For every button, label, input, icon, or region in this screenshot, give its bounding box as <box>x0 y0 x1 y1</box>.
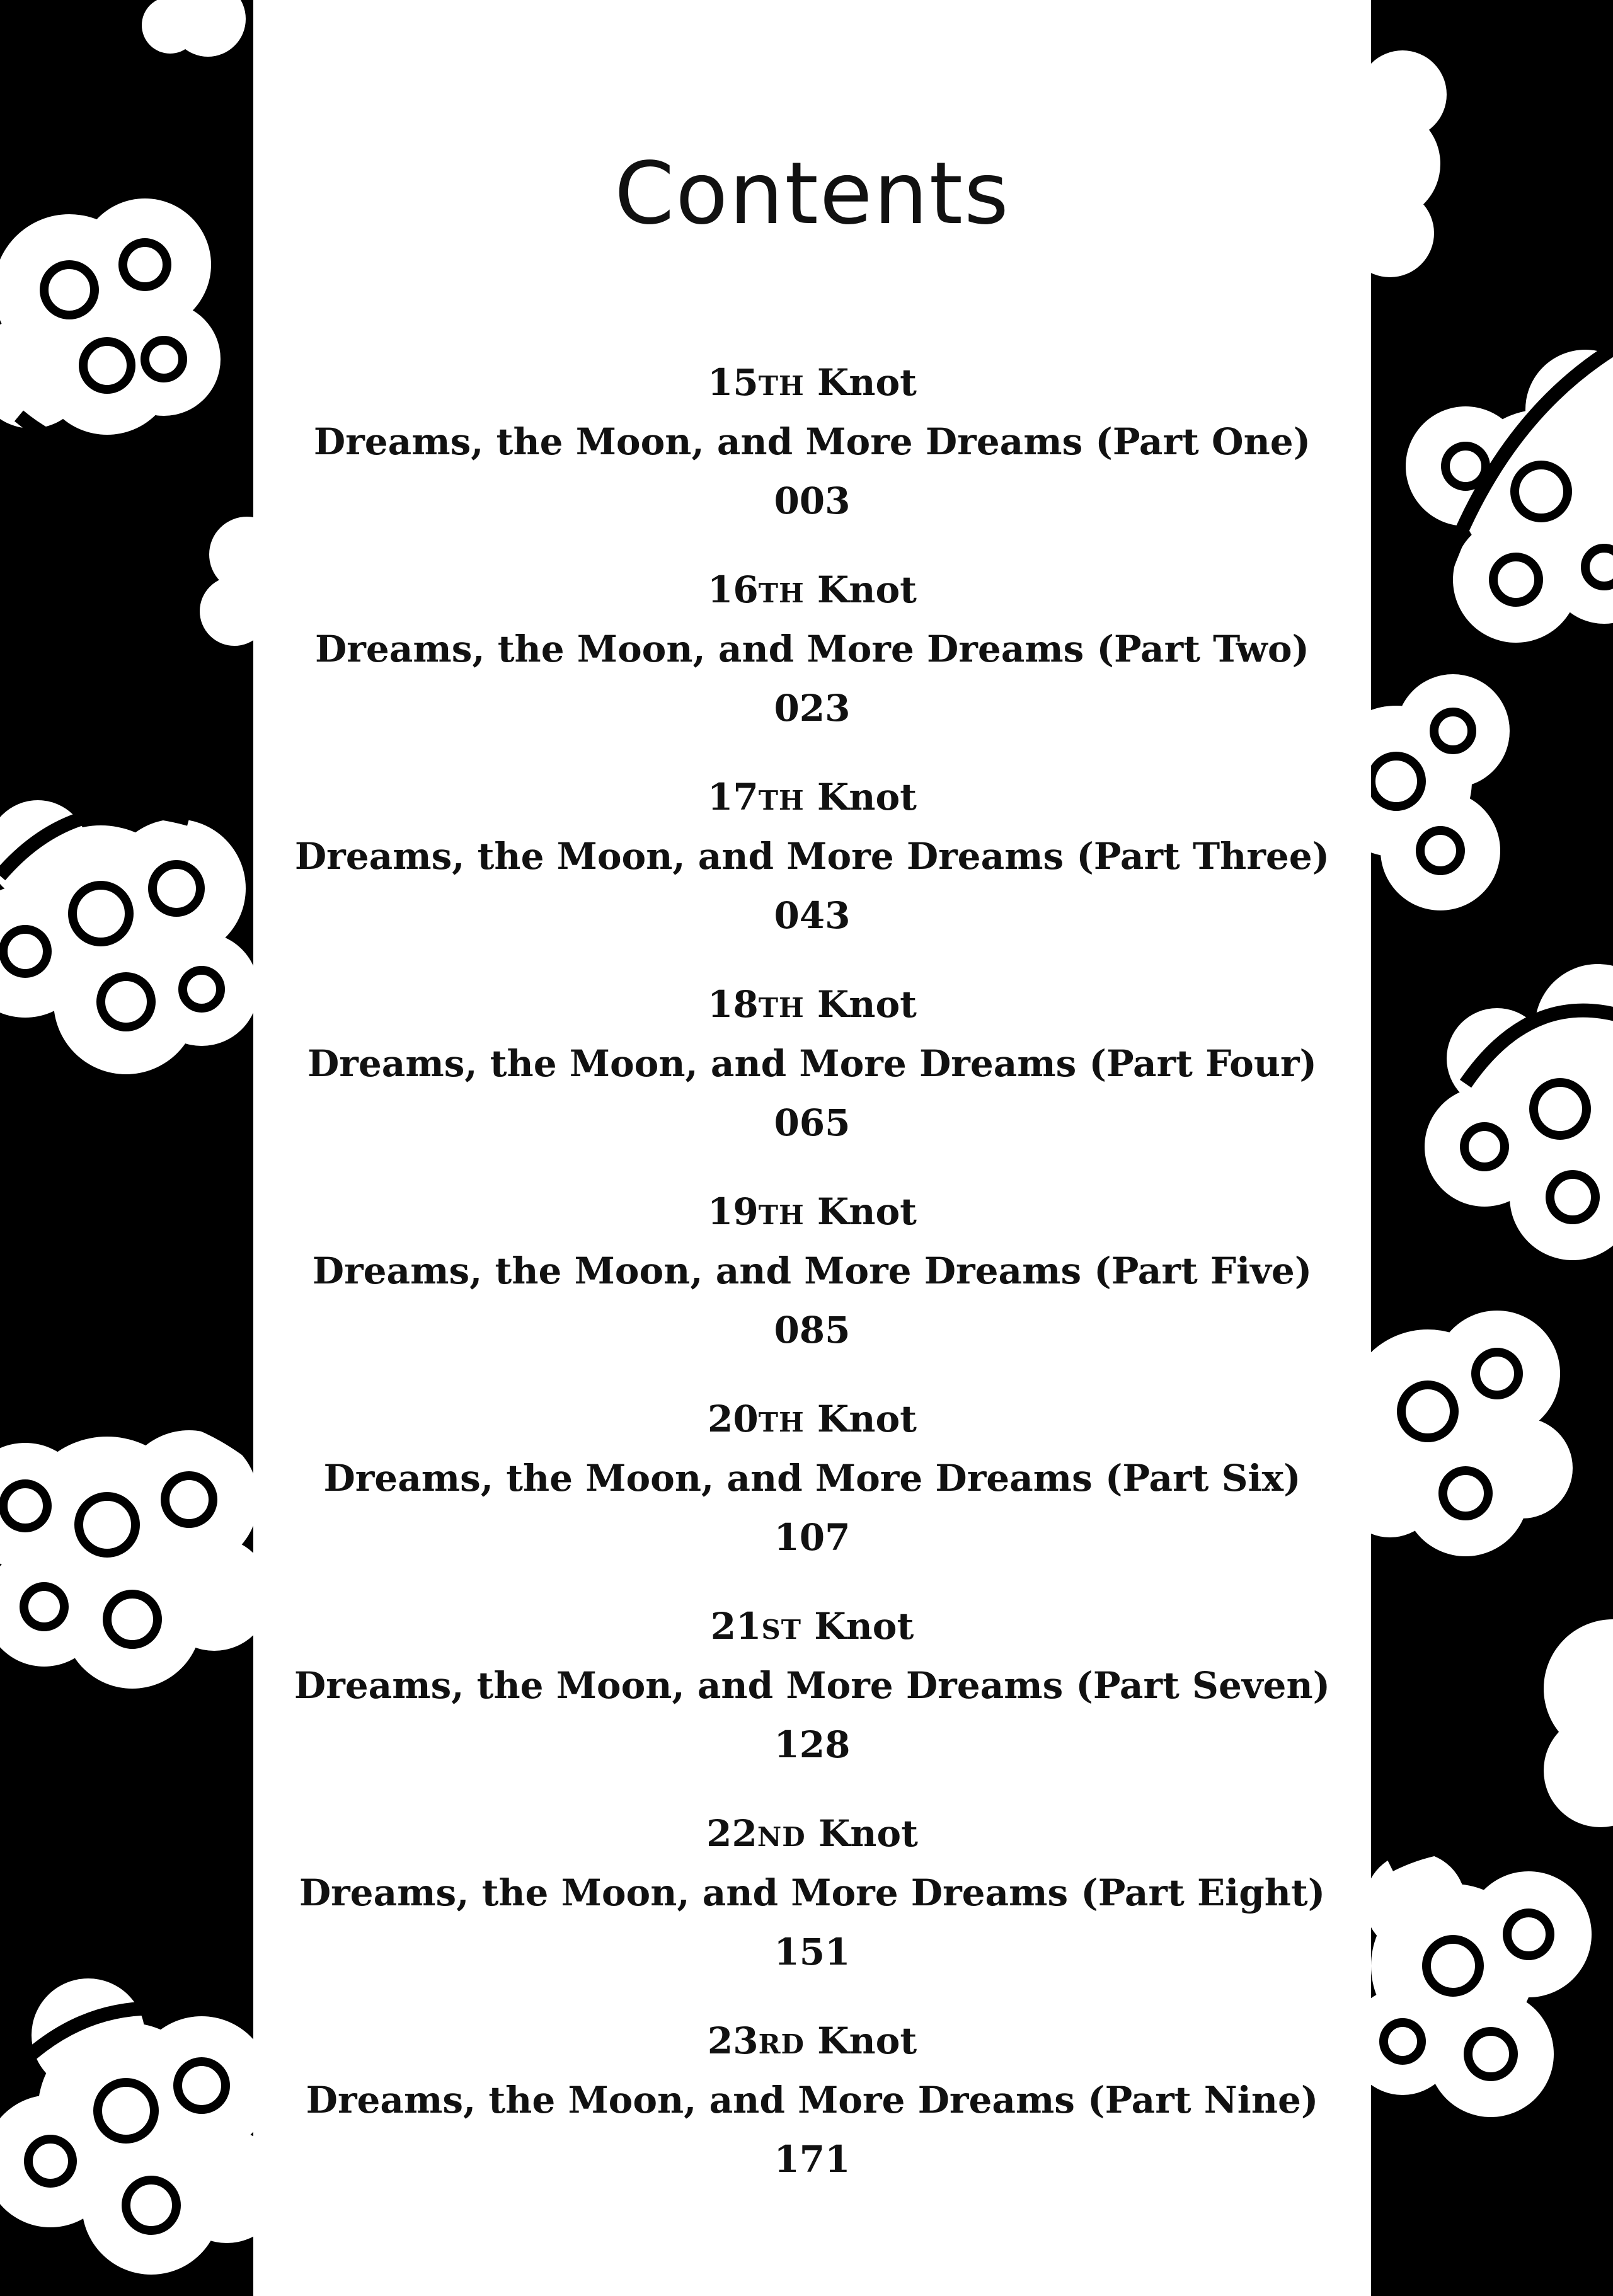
page-number: 003 <box>774 479 851 522</box>
chapter-ordinal: 18 <box>708 983 759 1026</box>
chapter-number <box>253 1804 1371 1863</box>
toc-entry <box>253 767 1371 975</box>
chapter-number <box>253 1182 1371 1241</box>
chapter-number <box>253 1389 1371 1449</box>
toc-entry <box>253 1804 1371 2011</box>
chapter-number <box>253 353 1371 412</box>
chapter-knot-label: Knot <box>817 983 917 1026</box>
chapter-ordinal: 17 <box>708 776 759 818</box>
chapter-ordinal: 23 <box>707 2019 759 2062</box>
page-number: 043 <box>774 894 851 937</box>
left-cloud-pattern-border <box>0 0 253 2296</box>
chapter-knot-label: Knot <box>817 1398 917 1440</box>
chapter-title: Dreams, the Moon, and More Dreams (Part Nine) <box>306 2079 1319 2121</box>
chapter-number <box>253 767 1371 827</box>
page-number: 065 <box>774 1101 851 1144</box>
chapter-knot-label: Knot <box>818 1812 918 1855</box>
chapter-knot-label: Knot <box>814 1605 914 1648</box>
page-number: 128 <box>774 1723 851 1766</box>
chapter-ordinal-suffix: ST <box>761 1614 802 1645</box>
cloud-pattern-icon <box>0 0 253 2296</box>
chapter-title: Dreams, the Moon, and More Dreams (Part Eight) <box>299 1871 1326 1914</box>
chapter-ordinal: 15 <box>708 361 759 404</box>
chapter-knot-label: Knot <box>817 361 917 404</box>
toc-entry <box>253 1389 1371 1597</box>
contents-panel <box>253 0 1371 2296</box>
toc-entry <box>253 1597 1371 1804</box>
cloud-pattern-icon <box>1371 0 1613 2296</box>
chapter-title: Dreams, the Moon, and More Dreams (Part Seven) <box>294 1664 1331 1707</box>
chapter-knot-label: Knot <box>817 2019 917 2062</box>
chapter-knot-label: Knot <box>817 1190 917 1233</box>
chapter-ordinal: 16 <box>708 568 759 611</box>
chapter-number <box>253 1597 1371 1656</box>
toc-entry <box>253 353 1371 560</box>
chapter-ordinal-suffix: TH <box>758 370 805 401</box>
toc-entry <box>253 1182 1371 1389</box>
chapter-ordinal-suffix: RD <box>758 2029 805 2060</box>
chapter-ordinal-suffix: TH <box>758 785 805 816</box>
chapter-ordinal-suffix: TH <box>758 992 805 1023</box>
page-title: Contents <box>614 144 1010 244</box>
table-of-contents <box>253 353 1371 2219</box>
chapter-title: Dreams, the Moon, and More Dreams (Part Five) <box>312 1249 1312 1292</box>
chapter-number <box>253 2011 1371 2070</box>
chapter-ordinal: 19 <box>708 1190 759 1233</box>
toc-entry <box>253 2011 1371 2219</box>
page-number: 023 <box>774 687 851 730</box>
chapter-title: Dreams, the Moon, and More Dreams (Part Four) <box>307 1042 1317 1085</box>
page-number: 107 <box>774 1516 851 1559</box>
chapter-title: Dreams, the Moon, and More Dreams (Part Six) <box>323 1457 1301 1500</box>
chapter-title: Dreams, the Moon, and More Dreams (Part Three) <box>294 835 1330 878</box>
page-number: 171 <box>774 2138 851 2181</box>
chapter-ordinal-suffix: TH <box>758 1200 805 1231</box>
chapter-ordinal: 20 <box>708 1398 759 1440</box>
right-cloud-pattern-border <box>1371 0 1613 2296</box>
chapter-number <box>253 975 1371 1034</box>
chapter-ordinal: 21 <box>710 1605 762 1648</box>
page-number: 151 <box>774 1931 851 1973</box>
page-number: 085 <box>774 1309 851 1352</box>
toc-entry <box>253 975 1371 1182</box>
chapter-title: Dreams, the Moon, and More Dreams (Part Two) <box>315 628 1309 670</box>
chapter-ordinal-suffix: ND <box>757 1822 806 1852</box>
toc-entry <box>253 560 1371 767</box>
chapter-number <box>253 560 1371 619</box>
chapter-knot-label: Knot <box>817 776 917 818</box>
chapter-ordinal-suffix: TH <box>758 1407 805 1438</box>
chapter-title: Dreams, the Moon, and More Dreams (Part One) <box>313 420 1311 463</box>
chapter-ordinal-suffix: TH <box>758 578 805 609</box>
chapter-ordinal: 22 <box>706 1812 757 1855</box>
chapter-knot-label: Knot <box>817 568 917 611</box>
